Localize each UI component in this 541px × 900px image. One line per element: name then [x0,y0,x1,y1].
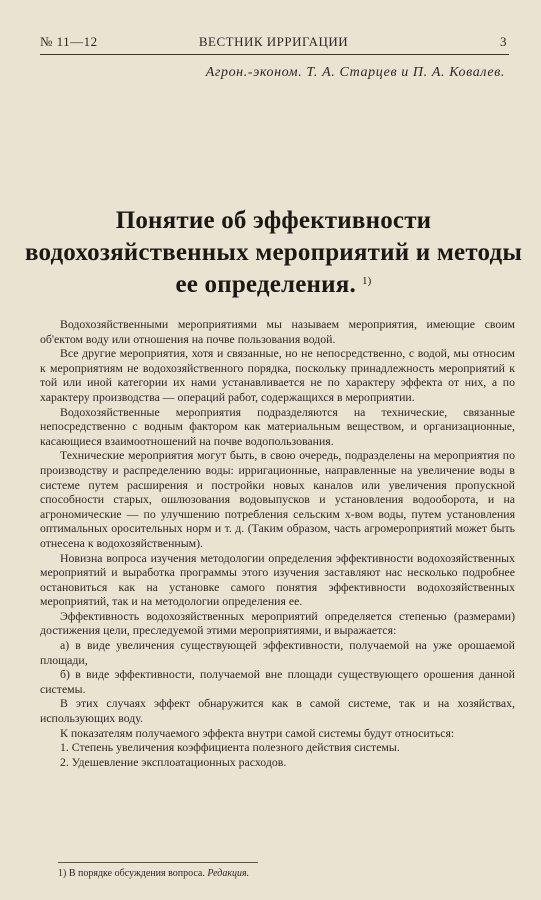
footnote-mark: 1) [58,868,67,879]
paragraph: Новизна вопроса изучения методологии определения эффективности водохозяйственных мероприятий и выработка программы этого изучения заставляют нас несколько подробнее остановиться как на установке самого понятия эффективности водохозяйственных мероприятий, так и на методологии определения ее. [40,550,515,609]
page-number: 3 [500,34,507,49]
article-body [40,317,515,769]
paragraph: В этих случаях эффект обнаружится как в самой системе, так и на хозяйствах, использующих воду. [40,696,515,726]
header-rule [40,54,509,55]
footnote-text: В порядке обсуждения вопроса. [68,868,205,879]
article-title-text: Понятие об эффективности водохозяйственных мероприятий и методы ее определения. [24,207,523,298]
footnote-editor: Редакция. [207,868,250,879]
list-item: 2. Удешевление эксплоатационных расходов. [60,754,287,769]
footnote [58,868,249,879]
paragraph: Водохозяйственные мероприятия подразделяются на технические, связанные непосредственно с водным фактором как материальным веществом, и организационные, касающиеся взаимоотношений на почве водопользования. [40,404,515,448]
footnote-rule [58,862,258,863]
paragraph: Все другие мероприятия, хотя и связанные, но не непосредственно, с водой, мы относим к мероприятиям не водохозяйственного порядка, поскольку принадлежность мероприятий к той или иной категории их нами устанавливается не по характеру эффекта от них, а по характеру производства — операций работ, содержащихся в мероприятии. [40,346,515,404]
paragraph: К показателям получаемого эффекта внутри самой системы будут относиться: [60,725,455,740]
paragraph: Эффективность водохозяйственных мероприятий определяется степенью (размерами) достижения цели, преследуемой этими мероприятиями, и выражается: [40,608,515,638]
article-title [24,205,523,301]
list-item: 1. Степень увеличения коэффициента полезного действия системы. [60,740,400,755]
journal-title: ВЕСТНИК ИРРИГАЦИИ [198,34,349,49]
paragraph: Водохозяйственными мероприятиями мы называем мероприятия, имеющие своим об'ектом воду или отношения на почве пользования водой. [40,317,515,346]
running-header [40,34,507,52]
title-footnote-mark: 1) [361,275,372,287]
issue-number: № 11—12 [40,34,98,49]
paragraph: Технические мероприятия могут быть, в свою очередь, подразделены на мероприятия по производству и распределению воды: ирригационные, направленные на увеличение воды в системе путем расширения и постройки новых каналов или увеличения пропускной способности старых, ошлюзования водовыпусков и установления водооборота, и на агрономические — по улучшению потребления сельским х-вом воды, путем установления оптимальных оросительных норм и т. д. (Таким образом, часть агромероприятий может быть отнесена к водохозяйственным). [40,448,515,550]
list-item: а) в виде увеличения существующей эффективности, получаемой на уже орошаемой площади, [40,638,515,667]
list-item: б) в виде эффективности, получаемой вне площади существующего орошения данной системы. [40,667,515,696]
article-authors: Агрон.-эконом. Т. А. Старцев и П. А. Ковалев. [205,65,505,80]
